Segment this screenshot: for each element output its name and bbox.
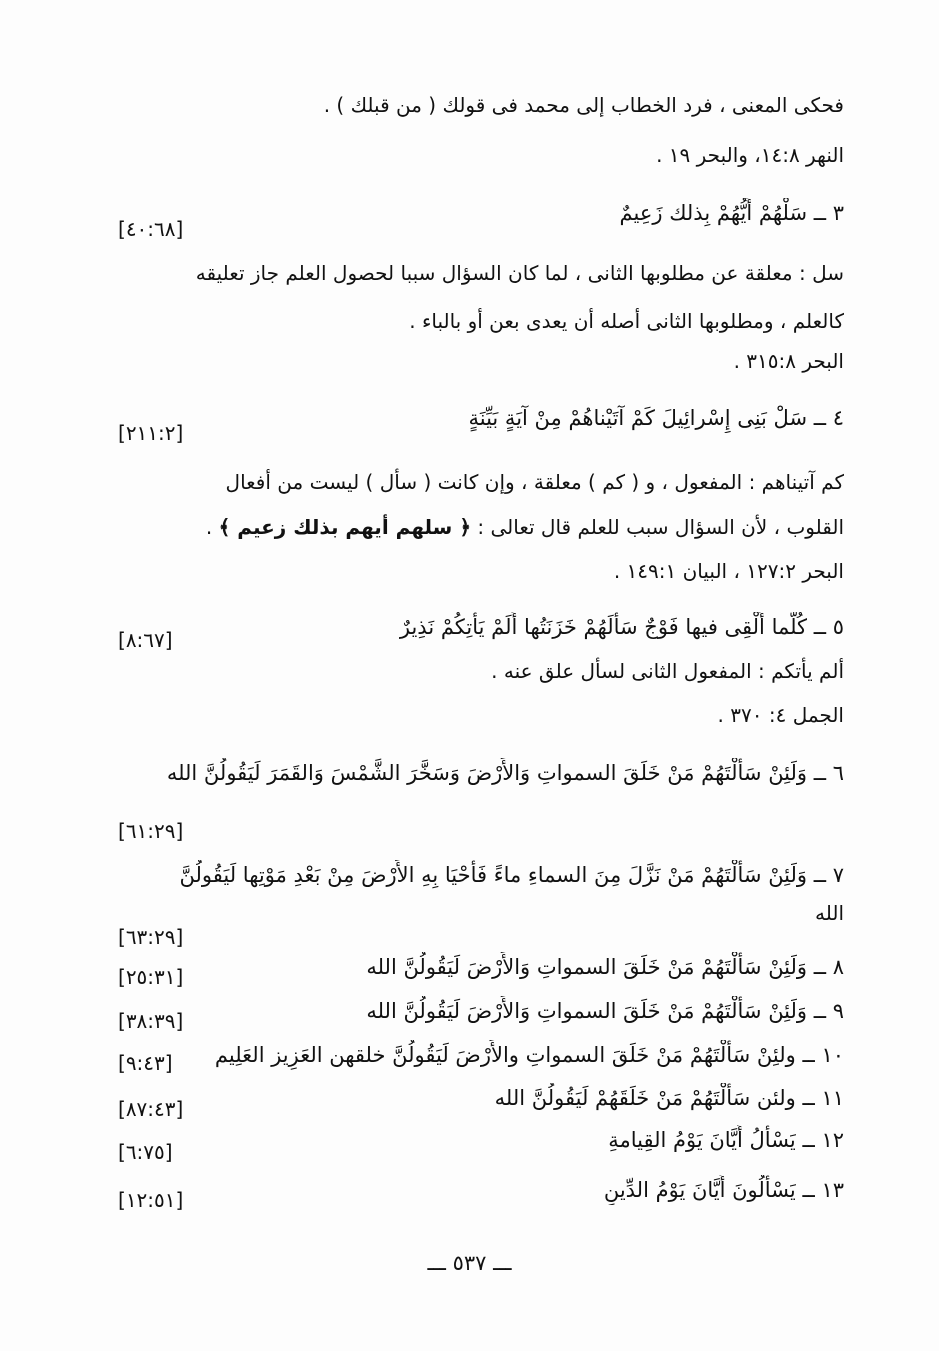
line-text: كم آتيناهم : المفعول ، و ( كم ) معلقة ، وإن كانت ( سأل ) ليست من أفعال [225,470,844,494]
page-number: ـــ ٥٣٧ ـــ [427,1251,512,1275]
text-line-8 [114,467,844,497]
verse-reference-4: [٢١١:٢] [118,421,184,445]
verse-text: ٧ ــ وَلَئِنْ سَأَلْتَهُمْ مَنْ نَزَّلَ مِنَ السماءِ ماءً فَأَحْيَا بِهِ الأَرْضَ مِنْ بَعْدِ مَوْتِها لَيَقُولُنَّ [179,863,844,887]
text-line-13 [114,700,844,730]
verse-reference-5: [٨:٦٧] [118,628,173,652]
text-line-1 [114,90,844,120]
verse-text: ٥ ــ كُلَّما أُلْقِى فيها فَوْجٌ سَأَلَهُمْ خَزَنَتُها أَلَمْ يَأْتِكُمْ نَذِيرٌ [399,615,844,639]
verse-line-6 [114,758,844,788]
line-text: فحكى المعنى ، فرد الخطاب إلى محمد فى قولك ( من قبلك ) . [323,93,844,117]
verse-reference-9: [٣٨:٣٩] [118,1009,184,1033]
verse-reference-11: [٨٧:٤٣] [118,1097,184,1121]
line-text: النهر ١٤:٨، والبحر ١٩ . [656,143,844,167]
verse-line-7-continued [114,898,844,928]
line-text: كالعلم ، ومطلوبها الثانى أصله أن يعدى بعن أو بالباء . [409,309,844,333]
line-text: الجمل ٤: ٣٧٠ . [717,703,844,727]
verse-line-7 [114,860,844,890]
text-line-9 [114,512,844,542]
verse-text: الله [815,901,844,925]
verse-reference-7: [٦٣:٢٩] [118,925,184,949]
verse-line-4 [114,403,844,433]
verse-line-5 [114,612,844,642]
verse-reference-3: [٤٠:٦٨] [118,217,184,241]
verse-text: ٨ ــ وَلَئِنْ سَأَلْتَهُمْ مَنْ خَلَقَ السمواتِ وَالأَرْضَ لَيَقُولُنَّ الله [366,955,844,979]
verse-line-13 [114,1175,844,1205]
line-text: القلوب ، لأن السؤال سبب للعلم قال تعالى : [477,515,844,539]
verse-line-12 [114,1125,844,1155]
quoted-verse: ﴿ سلهم أيهم بذلك زعيم ﴾ [218,515,472,539]
text-line-12 [114,656,844,686]
line-text: سل : معلقة عن مطلوبها الثانى ، لما كان السؤال سببا لحصول العلم جاز تعليقه [195,261,844,285]
verse-line-11 [114,1083,844,1113]
text-line-4 [114,258,844,288]
verse-reference-13: [١٢:٥١] [118,1188,184,1212]
line-text: البحر ٣١٥:٨ . [733,349,844,373]
verse-reference-12: [٦:٧٥] [118,1140,173,1164]
text-line-5 [114,306,844,336]
verse-text: ٤ ــ سَلْ بَنِى إِسْرائِيلَ كَمْ آتَيْناهُمْ مِنْ آيَةٍ بَيِّنَةٍ [468,406,844,430]
verse-text: ٩ ــ وَلَئِنْ سَأَلْتَهُمْ مَنْ خَلَقَ السمواتِ وَالأَرْضَ لَيَقُولُنَّ الله [366,999,844,1023]
verse-line-3 [114,198,844,228]
text-line-10 [114,556,844,586]
verse-text: ١٢ ــ يَسْأَلُ أَيَّانَ يَوْمُ القِيامةِ [608,1128,844,1152]
verse-text: ٣ ــ سَلْهُمْ أَيُّهُمْ بِذلك زَعِيمٌ [619,201,844,225]
verse-line-9 [114,996,844,1026]
line-text: ألم يأتكم : المفعول الثانى لسأل علق عنه . [491,659,844,683]
line-text: البحر ١٢٧:٢ ، البيان ١٤٩:١ . [613,559,844,583]
verse-reference-10: [٩:٤٣] [118,1051,173,1075]
verse-text: ٦ ــ وَلَئِنْ سَأَلْتَهُمْ مَنْ خَلَقَ السمواتِ وَالأَرْضَ وَسَخَّرَ الشَّمْسَ وَالقَمَرَ لَيَقُولُنَّ الله [166,761,844,785]
verse-reference-6: [٦١:٢٩] [118,819,184,843]
line-tail: . [205,515,213,539]
verse-text: ١٣ ــ يَسْأَلُونَ أَيَّانَ يَوْمُ الدِّينِ [603,1178,844,1202]
verse-text: ١١ ــ ولئن سَأَلْتَهُمْ مَنْ خَلَقَهُمْ لَيَقُولُنَّ الله [494,1086,844,1110]
verse-reference-8: [٢٥:٣١] [118,965,184,989]
verse-text: ١٠ ــ ولئِنْ سَأَلْتَهُمْ مَنْ خَلَقَ السمواتِ والأَرْضَ لَيَقُولُنَّ خلقهن العَزِيز العَلِيم [214,1043,844,1067]
verse-line-10 [114,1040,844,1070]
text-line-2 [114,140,844,170]
verse-line-8 [114,952,844,982]
text-line-6 [114,346,844,376]
